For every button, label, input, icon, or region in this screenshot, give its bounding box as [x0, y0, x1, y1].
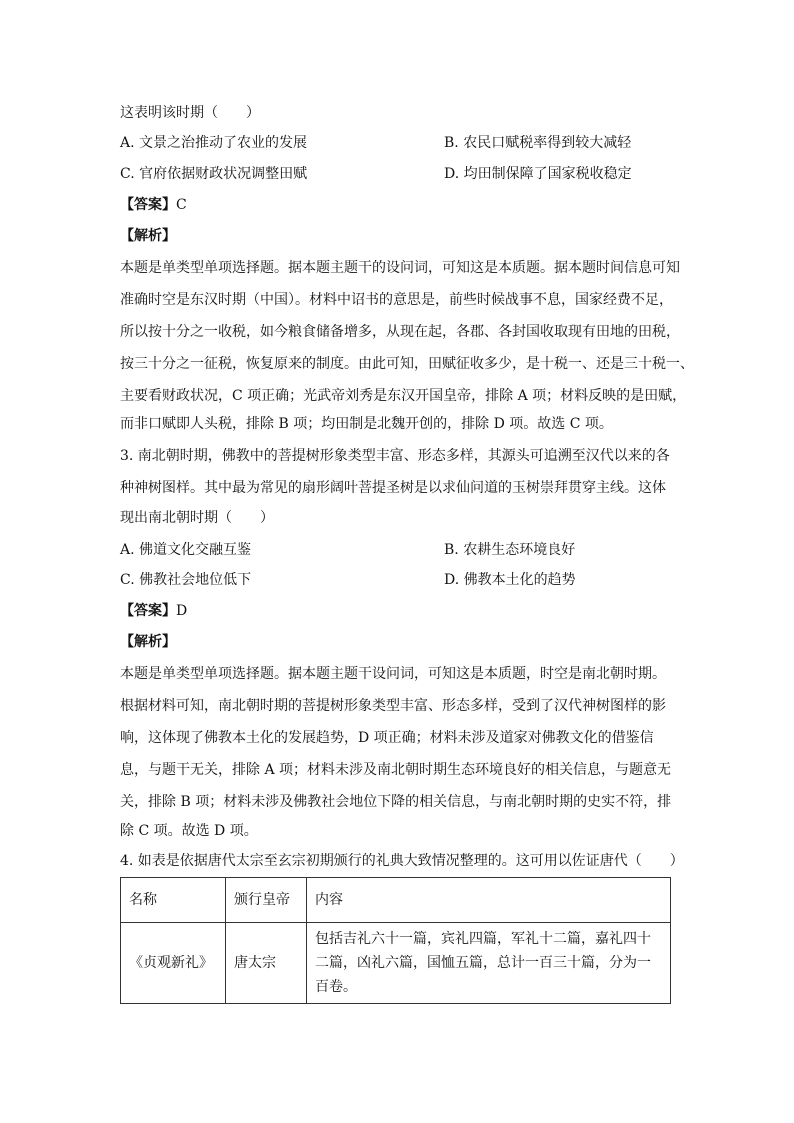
q3-option-c: C. 佛教社会地位低下: [120, 572, 252, 588]
table-cell-emperor: 唐太宗: [226, 923, 307, 1004]
q2-answer: 【答案】C: [120, 197, 187, 213]
table-header-row: [121, 878, 671, 923]
q3-stem-line: 种神树图样。其中最为常见的扇形阔叶菩提圣树是以求仙问道的玉树崇拜贯穿主线。这体: [120, 480, 666, 496]
q4-stem: 4. 如表是依据唐代太宗至玄宗初期颁行的礼典大致情况整理的。这可用以佐证唐代（ ）: [120, 853, 684, 869]
q2-option-b: B. 农民口赋税率得到较大减轻: [444, 135, 632, 151]
table-header-emperor: 颁行皇帝: [226, 878, 307, 923]
q3-option-a: A. 佛道文化交融互鉴: [120, 542, 252, 558]
rites-table: [120, 877, 671, 1004]
q2-analysis-line: 本题是单类型单项选择题。据本题主题干的设问词，可知这是本质题。据本题时间信息可知: [120, 260, 680, 276]
q3-analysis-line: 根据材料可知，南北朝时期的菩提树形象类型丰富、形态多样，受到了汉代神树图样的影: [120, 698, 666, 714]
q2-analysis-line: 按三十分之一征税，恢复原来的制度。由此可知，田赋征收多少，是十税一、还是三十税一、: [120, 356, 694, 372]
q2-analysis-label: 【解析】: [120, 228, 176, 244]
q3-analysis-line: 除 C 项。故选 D 项。: [120, 823, 258, 839]
q2-option-a: A. 文景之治推动了农业的发展: [120, 135, 308, 151]
table-cell-content: 包括吉礼六十一篇，宾礼四篇，军礼十二篇，嘉礼四十二篇，凶礼六篇，国恤五篇，总计一百三十篇，分为一百卷。: [307, 923, 671, 1004]
table-row: [121, 923, 671, 1004]
q3-option-d: D. 佛教本土化的趋势: [444, 572, 576, 588]
table-header-content: 内容: [307, 878, 671, 923]
q3-answer: 【答案】D: [120, 603, 188, 619]
q2-analysis-line: 所以按十分之一收税，如今粮食储备增多，从现在起，各郡、各封国收取现有田地的田税，: [120, 324, 680, 340]
q2-analysis-line: 主要看财政状况，C 项正确；光武帝刘秀是东汉开国皇帝，排除 A 项；材料反映的是田赋，: [120, 388, 687, 404]
q2-option-c: C. 官府依据财政状况调整田赋: [120, 166, 308, 182]
q3-analysis-line: 响，这体现了佛教本土化的发展趋势，D 项正确；材料未涉及道家对佛教文化的借鉴信: [120, 730, 654, 746]
table-cell-name: 《贞观新礼》: [121, 923, 226, 1004]
q3-analysis-line: 关，排除 B 项；材料未涉及佛教社会地位下降的相关信息，与南北朝时期的史实不符，排: [120, 794, 672, 810]
q2-analysis-line: 而非口赋即人头税，排除 B 项；均田制是北魏开创的，排除 D 项。故选 C 项。: [120, 416, 613, 432]
q2-option-d: D. 均田制保障了国家税收稳定: [444, 166, 632, 182]
q3-stem-line: 3. 南北朝时期，佛教中的菩提树形象类型丰富、形态多样，其源头可追溯至汉代以来的各: [120, 448, 670, 464]
q3-analysis-line: 息，与题干无关，排除 A 项；材料未涉及南北朝时期生态环境良好的相关信息，与题意无: [120, 762, 672, 778]
q2-stem-tail: 这表明该时期（ ）: [120, 105, 260, 121]
q3-analysis-line: 本题是单类型单项选择题。据本题主题干设问词，可知这是本质题，时空是南北朝时期。: [120, 666, 666, 682]
table-header-name: 名称: [121, 878, 226, 923]
q3-stem-line: 现出南北朝时期（ ）: [120, 510, 274, 526]
q2-analysis-line: 准确时空是东汉时期（中国）。材料中诏书的意思是，前些时候战事不息，国家经费不足，: [120, 292, 673, 308]
q3-option-b: B. 农耕生态环境良好: [444, 542, 576, 558]
q3-analysis-label: 【解析】: [120, 634, 176, 650]
